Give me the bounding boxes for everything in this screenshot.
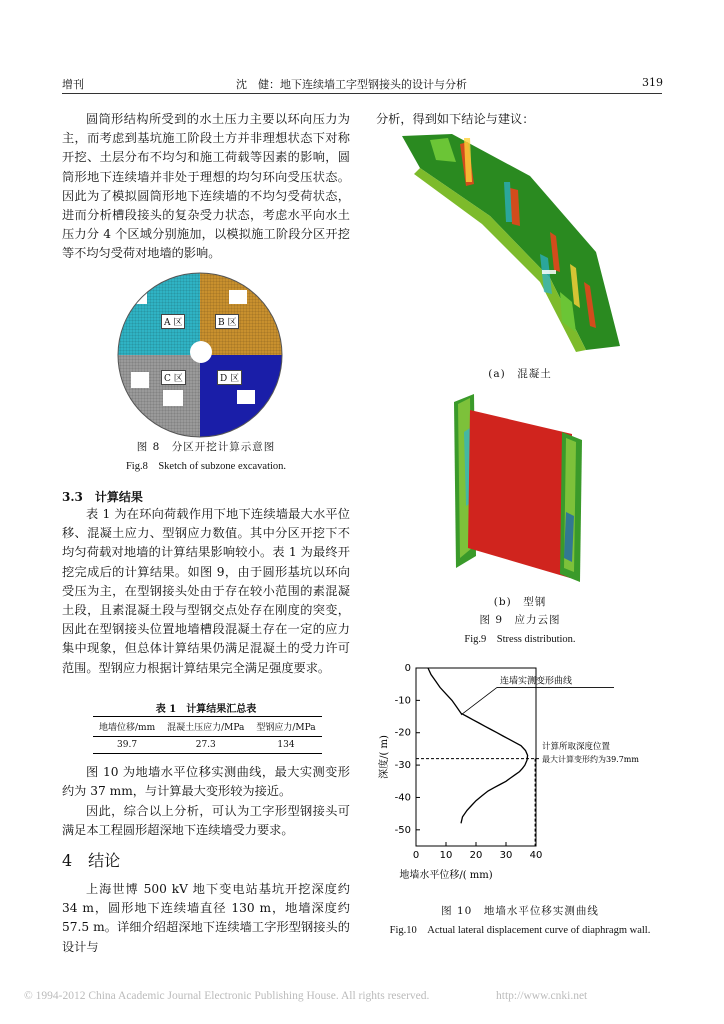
y-axis-label: 深度/( m) [379,735,390,779]
y-tick-label: 0 [404,663,411,674]
paragraph-3: 图 10 为地墙水平位移实测曲线，最大实测变形约为 37 mm，与计算最大变形较为接近。 [62,765,350,799]
table-cell: 27.3 [195,740,216,750]
series-line-measured [428,668,528,823]
x-tick-label: 0 [412,850,420,861]
y-tick-label: -50 [394,824,411,836]
paragraph-5: 上海世博 500 kV 地下变电站基坑开挖深度约 34 m，圆形地下连续墙直径 130 m，地墙深度约 57.5 m。详细介绍超深地下连续墙工字形型钢接头的设计与 [62,882,350,954]
table-header: 地墙位移/mm [99,723,156,733]
running-title: 沈 健：地下连续墙工字型钢接头的设计与分析 [236,78,467,91]
paragraph-1: 圆筒形结构所受到的水土压力主要以环向压力为主，而考虑到基坑施工阶段土方并非理想状态下对称开挖、土层分布不均匀和施工荷载等因素的影响，圆筒形地下连续墙并非处于理想的均匀环向受压状态。因此为了模拟圆筒形地下连续墙的不均匀受荷状态，进而分析槽段接头的复杂受力状态，考虑水平向水土压力分 4 个区域分别施加，以模拟施工阶段分区开挖等不均匀受荷对地墙的影响。 [62,112,350,261]
table-cell: 134 [277,740,295,750]
page-number: 319 [642,76,663,89]
journal-issue: 增刊 [62,78,84,91]
table-header: 型钢应力/MPa [256,723,316,733]
plot-frame [416,668,536,846]
fig9-caption-en: Fig.9 Stress distribution. [464,634,576,645]
fig9a-caption: (a) 混凝土 [488,368,552,380]
right-intro: 分析，得到如下结论与建议： [376,112,535,126]
fig10-chart [376,656,666,884]
table1-title: 表 1 计算结果汇总表 [155,704,257,715]
y-tick-label: -10 [394,695,411,707]
fig10-caption-cn: 图 10 地墙水平位移实测曲线 [441,905,599,917]
x-tick-label: 40 [529,850,543,861]
zone-a-label: A 区 [161,314,185,329]
x-tick-label: 30 [499,850,513,861]
x-tick-label: 10 [439,850,453,861]
fig9b-caption: (b) 型钢 [493,596,547,608]
y-tick-label: -30 [394,760,411,772]
fig10-caption-en: Fig.10 Actual lateral displacement curve of diaphragm wall. [389,925,651,936]
zone-b-label: B 区 [215,314,239,329]
x-axis-label: 地墙水平位移/( mm) [399,870,493,881]
x-tick-label: 20 [469,850,483,861]
fig9a-concrete-contour [400,132,622,354]
section-heading-3-3: 3.3 计算结果 [62,490,143,504]
fig9b-steel-contour [440,392,588,584]
subzone-excavation-diagram [117,272,283,438]
fig8-caption-cn: 图 8 分区开挖计算示意图 [136,441,276,453]
annotation-series-label: 连墙实测变形曲线 [500,676,573,687]
annotation-max-calc: 最大计算变形约为39.7mm [542,754,639,764]
displacement-chart-svg [376,656,666,884]
paragraph-2: 表 1 为在环向荷载作用下地下连续墙最大水平位移、混凝土应力、型钢应力数值。其中分区开挖下不均匀荷载对地墙的计算结果影响较小。表 1 为最终开挖完成后的计算结果。如图 9，由于圆形基坑以环向受压为主，在型钢接头处由于存在较小范围的素混凝土段，且素混凝土段与型钢交点处存在刚度的突变，因此在型钢接头位置地墙槽段混凝土存在一定的应力集中现象，但总体计算结果仍满足混凝土的受力许可范围。型钢应力根据计算结果完全满足强度要求。 [62,507,350,675]
zone-d-label: D 区 [217,370,242,385]
footer-url[interactable]: http://www.cnki.net [496,990,588,1002]
zone-c-label: C 区 [161,370,186,385]
table-1 [93,716,322,754]
figure-8 [117,272,283,438]
table-header: 混凝土压应力/MPa [167,723,245,733]
table-cell: 39.7 [117,740,138,750]
header-rule [62,93,662,94]
y-tick-label: -40 [394,792,411,804]
paragraph-4: 因此，综合以上分析，可认为工字形型钢接头可满足本工程圆形超深地下连续墙受力要求。 [62,804,350,838]
fig9-caption-cn: 图 9 应力云图 [479,614,561,626]
annotation-leader [461,687,497,715]
copyright-notice: © 1994-2012 China Academic Journal Electronic Publishing House. All rights reserved. [24,990,430,1002]
fig8-caption-en: Fig.8 Sketch of subzone excavation. [125,461,287,472]
annotation-depth: 计算所取深度位置 [542,741,611,752]
section-heading-4: 4 结论 [62,851,121,870]
y-tick-label: -20 [394,727,411,739]
